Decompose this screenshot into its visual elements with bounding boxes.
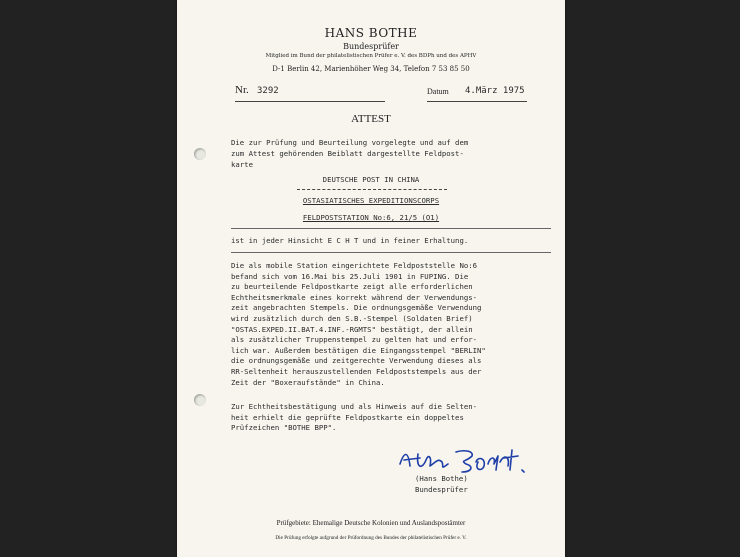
body-line: Die als mobile Station eingerichtete Feldpoststelle No:6: [231, 261, 478, 270]
body-line: zu beurteilende Feldpostkarte zeigt alle erforderlichen: [231, 282, 473, 292]
letterhead-address: D-1 Berlin 42, Marienhöher Weg 34, Telefon 7 53 85 50: [272, 65, 470, 73]
intro-line: zum Attest gehörenden Beiblatt dargestellte Feldpost-: [231, 149, 464, 158]
body-line: zeit angebrachten Stempels. Die ordnungsgemäße Verwendung: [231, 303, 482, 313]
attest-page: [177, 0, 565, 557]
body-line: als zusätzlicher Truppenstempel zu gelten hat und erfor-: [231, 335, 478, 345]
punch-hole-top: [194, 148, 206, 160]
nr-underline: [235, 101, 385, 102]
datum-value: 4.März 1975: [465, 86, 525, 96]
body-line: lich war. Außerdem bestätigen die Eingangsstempel "BERLIN": [231, 345, 486, 355]
closing-text: [231, 402, 477, 434]
closing-line: Zur Echtheitsbestätigung und als Hinweis auf die Selten-: [231, 402, 478, 411]
punch-hole-bottom: [194, 394, 206, 406]
footer-areas: Prüfgebiete: Ehemalige Deutsche Kolonien und Auslandspostämter: [276, 519, 466, 527]
body-line: Echtheitsmerkmale eines korrekt während der Verwendungs-: [231, 292, 478, 302]
item-line-1: DEUTSCHE POST IN CHINA: [322, 175, 420, 184]
datum-label: Datum: [427, 87, 449, 96]
body-line: "OSTAS.EXPED.II.BAT.4.INF.-RGMTS" bestätigt, der allein: [231, 324, 473, 334]
item-divider: [297, 189, 447, 191]
nr-value: 3292: [257, 86, 279, 96]
signature-name: (Hans Bothe): [415, 474, 468, 483]
closing-line: Prüfzeichen "BOTHE BPP".: [231, 423, 337, 433]
intro-line: Die zur Prüfung und Beurteilung vorgelegte und auf dem: [231, 138, 469, 147]
body-line: RR-Seltenheit herauszustellenden Feldpoststempels aus der: [231, 366, 482, 376]
intro-line: karte: [231, 160, 253, 169]
nr-label: Nr.: [235, 84, 249, 96]
separator-top: [231, 228, 551, 229]
signature-role: Bundesprüfer: [415, 485, 468, 494]
letterhead-membership: Mitglied im Bund der philatelistischen Prüfer e. V. des BDPh und des APHV: [265, 53, 477, 59]
item-line-2: OSTASIATISCHES EXPEDITIONSCORPS: [302, 196, 440, 205]
body-line: die ordnungsgemäße und zeitgerechte Verwendung dieses als: [231, 356, 482, 366]
footer-note: Die Prüfung erfolgte aufgrund der Prüfordnung des Bundes der philatelistischen Prüfer e. V.: [275, 535, 467, 541]
body-line: wird zusätzlich durch den S.B.-Stempel (Soldaten Brief): [231, 313, 473, 323]
verdict-text: ist in jeder Hinsicht E C H T und in feiner Erhaltung.: [231, 236, 469, 245]
letterhead-name: HANS BOTHE: [324, 26, 418, 40]
separator-bottom: [231, 252, 551, 253]
closing-line: heit erhielt die geprüfte Feldpostkarte ein doppeltes: [231, 412, 464, 422]
letterhead-title: Bundesprüfer: [343, 42, 399, 51]
body-line: Zeit der "Boxeraufstände" in China.: [231, 377, 385, 387]
attest-heading: ATTEST: [351, 113, 391, 125]
item-line-3: FELDPOSTSTATION No:6, 21/5 (O1): [302, 213, 440, 222]
intro-text: [231, 137, 468, 170]
body-line: befand sich vom 16.Mai bis 25.Juli 1901 in FUPING. Die: [231, 271, 469, 281]
body-text: [231, 261, 486, 388]
datum-underline: [427, 101, 527, 102]
